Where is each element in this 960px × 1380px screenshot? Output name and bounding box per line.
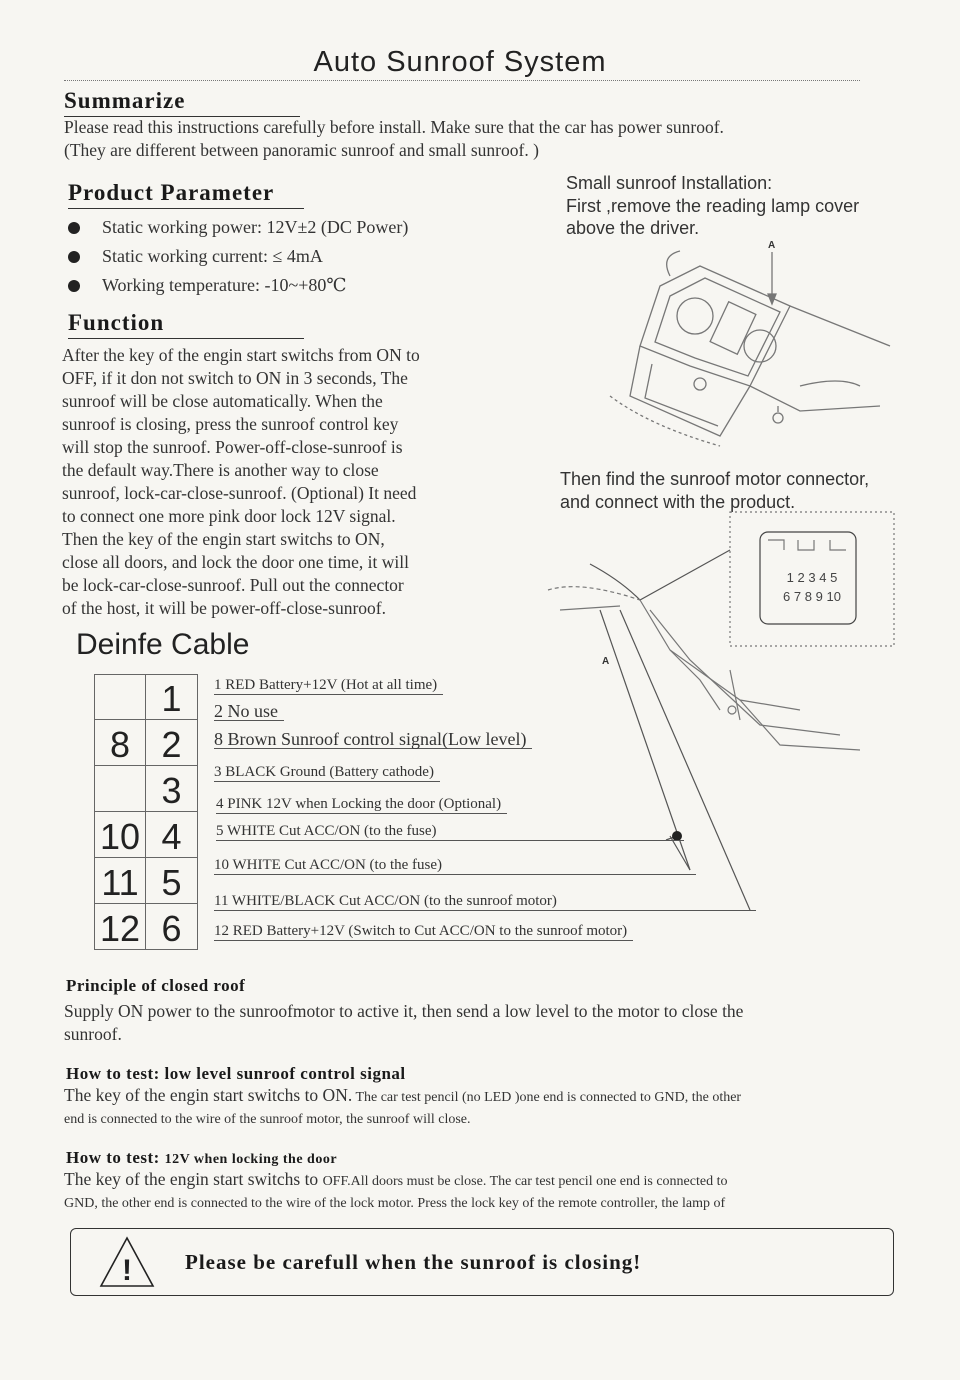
summarize-line-2: (They are different between panoramic sunroof and small sunroof. ) — [64, 140, 539, 160]
function-line: to connect one more pink door lock 12V signal. — [62, 506, 396, 526]
pin-cell: 11 — [94, 858, 146, 904]
bullet-icon — [68, 280, 80, 292]
function-line: sunroof will be close automatically. When the — [62, 391, 383, 411]
summarize-line-1: Please read this instructions carefully before install. Make sure that the car has power sunroof. — [64, 117, 724, 137]
parameter-item: Working temperature: -10~+80℃ — [64, 271, 534, 300]
pin-cell: 3 — [146, 766, 198, 812]
test2-line-1: The key of the engin start switchs to OFF.All doors must be close. The car test pencil one end is connected to — [64, 1169, 728, 1189]
test2-heading: How to test: 12V when locking the door — [66, 1148, 338, 1167]
page-title: Auto Sunroof System — [313, 46, 607, 78]
function-line: After the key of the engin start switchs from ON to — [62, 345, 420, 365]
function-line: Then the key of the engin start switchs to ON, — [62, 529, 385, 549]
connector-pin-grid — [94, 674, 200, 950]
connector-line: Then find the sunroof motor connector, — [560, 469, 870, 489]
principle-heading: Principle of closed roof — [66, 976, 246, 995]
product-parameter-heading: Product Parameter — [68, 180, 304, 209]
title-divider — [64, 80, 860, 81]
function-line: sunroof is closing, press the sunroof control key — [62, 414, 399, 434]
function-line: be lock-car-close-sunroof. Pull out the connector — [62, 575, 404, 595]
pin-cell: 6 — [146, 904, 198, 950]
marker-label-top: A — [768, 240, 776, 251]
pin-cell: 10 — [94, 812, 146, 858]
function-line: will stop the sunroof. Power-off-close-sunroof is — [62, 437, 403, 457]
pin-cell: 8 — [94, 720, 146, 766]
cable-heading: Deinfe Cable — [76, 628, 250, 661]
pins-top-row: 1 2 3 4 5 — [786, 570, 838, 585]
test2-line-2: GND, the other end is connected to the wire of the lock motor. Press the lock key of the remote controller, the lamp of — [64, 1196, 726, 1211]
wire-label-3: 3 BLACK Ground (Battery cathode) — [214, 763, 440, 782]
wire-label-10: 10 WHITE Cut ACC/ON (to the fuse) — [214, 856, 696, 875]
function-line: the default way.There is another way to close — [62, 460, 379, 480]
reading-lamp-illustration — [600, 236, 900, 456]
parameter-item: Static working current: ≤ 4mA — [64, 242, 534, 271]
svg-text:!: ! — [122, 1254, 132, 1287]
test1-line-1: The key of the engin start switchs to ON. The car test pencil (no LED )one end is connected to GND, the other — [64, 1085, 742, 1105]
function-line: sunroof, lock-car-close-sunroof. (Optional) It need — [62, 483, 417, 503]
function-line: close all doors, and lock the door one time, it will — [62, 552, 410, 572]
function-line: of the host, it will be power-off-close-sunroof. — [62, 598, 386, 618]
test2-text — [64, 1168, 924, 1215]
pin-cell — [94, 674, 146, 720]
bullet-icon — [68, 222, 80, 234]
wire-label-4: 4 PINK 12V when Locking the door (Optional) — [216, 795, 507, 814]
install-line: Small sunroof Installation: — [566, 173, 773, 193]
wire-label-5: 5 WHITE Cut ACC/ON (to the fuse) — [216, 822, 684, 841]
wire-label-8: 8 Brown Sunroof control signal(Low level) — [214, 730, 532, 749]
wire-label-11: 11 WHITE/BLACK Cut ACC/ON (to the sunroof motor) — [214, 892, 756, 911]
pin-cell: 2 — [146, 720, 198, 766]
marker-label-bottom: A — [602, 656, 610, 667]
principle-line: sunroof. — [64, 1024, 122, 1044]
principle-text — [64, 1000, 924, 1046]
pin-cell: 1 — [146, 674, 198, 720]
pin-cell: 4 — [146, 812, 198, 858]
connector-pins — [772, 568, 852, 606]
install-line: First ,remove the reading lamp cover — [566, 195, 860, 216]
warning-triangle-icon — [97, 1234, 157, 1290]
pin-cell: 5 — [146, 858, 198, 904]
parameter-list — [64, 213, 534, 300]
install-line: above the driver. — [566, 218, 700, 238]
pin-cell — [94, 766, 146, 812]
summarize-text — [64, 116, 924, 162]
connector-line: and connect with the product. — [560, 491, 796, 512]
function-line: OFF, if it don not switch to ON in 3 seconds, The — [62, 368, 408, 388]
pin-cell: 12 — [94, 904, 146, 950]
function-heading: Function — [68, 310, 304, 339]
pins-bottom-row: 6 7 8 9 10 — [783, 589, 841, 604]
wire-label-12: 12 RED Battery+12V (Switch to Cut ACC/ON to the sunroof motor) — [214, 922, 633, 941]
test1-line-2: end is connected to the wire of the sunroof motor, the sunroof will close. — [64, 1112, 471, 1127]
warning-box — [70, 1228, 894, 1296]
wire-label-2: 2 No use — [214, 702, 284, 721]
bullet-icon — [68, 251, 80, 263]
install-instructions — [566, 172, 926, 240]
parameter-item: Static working power: 12V±2 (DC Power) — [64, 213, 534, 242]
summarize-heading: Summarize — [64, 88, 300, 117]
wire-label-1: 1 RED Battery+12V (Hot at all time) — [214, 676, 443, 695]
principle-line: Supply ON power to the sunroofmotor to active it, then send a low level to the motor to close the — [64, 1001, 744, 1021]
test1-text — [64, 1084, 924, 1131]
function-text — [62, 344, 512, 620]
test1-heading: How to test: low level sunroof control signal — [66, 1064, 406, 1083]
connector-instructions — [560, 468, 920, 513]
warning-text: Please be carefull when the sunroof is closing! — [185, 1249, 642, 1274]
